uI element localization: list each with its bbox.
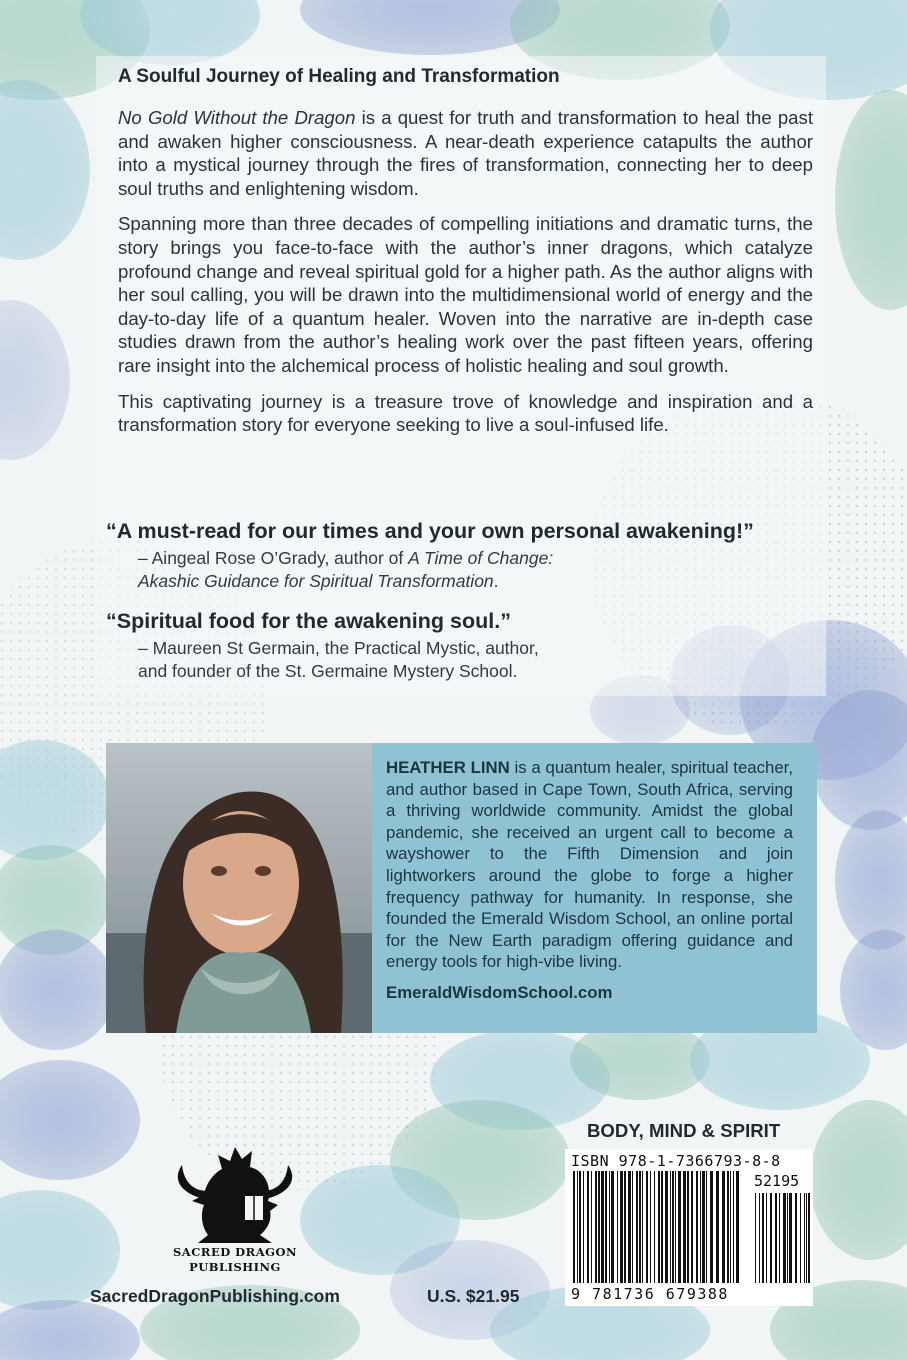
ean-number: 9 781736 679388: [571, 1285, 729, 1303]
book-title: No Gold Without the Dragon: [118, 107, 356, 128]
author-name: HEATHER LINN: [386, 758, 510, 777]
endorsement-quote: “Spiritual food for the awakening soul.”: [106, 609, 511, 633]
bio-text: HEATHER LINN is a quantum healer, spiritual teacher, and author based in Cape Town, South Africa, serving a thriving worldwide community. Amidst the global pandemic, she received an urgent call to become a wayshower to the Fifth Dimension and join lightworkers around the globe to forge a higher frequency pathway for humanity. In response, she founded the Emerald Wisdom School, an online portal for the New Earth paradigm offering guidance and energy tools for high-vibe living.: [386, 758, 793, 972]
price-code: 52195: [754, 1172, 800, 1190]
endorsement-1: [106, 519, 846, 593]
description-paragraph-3: This captivating journey is a treasure trove of knowledge and inspiration and a transformation story for everyone seeking to live a soul-infused life.: [118, 390, 813, 436]
price: U.S. $21.95: [427, 1286, 520, 1306]
author-website-link[interactable]: EmeraldWisdomSchool.com: [386, 982, 613, 1002]
author-photo: [106, 743, 372, 1033]
description-paragraph-2: Spanning more than three decades of compelling initiations and dramatic turns, the story brings you face-to-face with the author’s inner dragons, which catalyze profound change and reveal spiritual gold for a higher path. As the author aligns with her soul calling, you will be drawn into the multidimensional world of energy and the day-to-day life of a quantum healer. Woven into the narrative are in-depth case studies drawn from the author’s healing work over the past fifteen years, offering rare insight into the alchemical process of holistic healing and soul growth.: [118, 213, 813, 376]
endorsement-attribution: – Maureen St Germain, the Practical Mystic, author, and founder of the St. Germaine Mystery School.: [138, 638, 539, 681]
endorsement-2: [106, 609, 846, 683]
book-category: BODY, MIND & SPIRIT: [587, 1120, 781, 1141]
book-description: [118, 106, 813, 449]
section-heading: A Soulful Journey of Healing and Transformation: [118, 66, 560, 87]
description-paragraph-1: No Gold Without the Dragon is a quest for truth and transformation to heal the past and awaken higher consciousness. A near-death experience catapults the author into a mystical journey through the fires of transformation, connecting her to deep soul truths and enlightening wisdom.: [118, 107, 813, 199]
publisher-name: SACRED DRAGON PUBLISHING: [173, 1245, 297, 1274]
isbn-barcode: [565, 1149, 813, 1306]
isbn-label: ISBN 978-1-7366793-8-8: [571, 1152, 781, 1170]
endorsement-attribution: – Aingeal Rose O’Grady, author of A Time of Change: Akashic Guidance for Spiritual Transformation.: [138, 548, 554, 591]
author-bio: [372, 743, 817, 1033]
endorsement-quote: “A must-read for our times and your own personal awakening!”: [106, 519, 754, 543]
publisher-website-link[interactable]: SacredDragonPublishing.com: [90, 1286, 340, 1306]
